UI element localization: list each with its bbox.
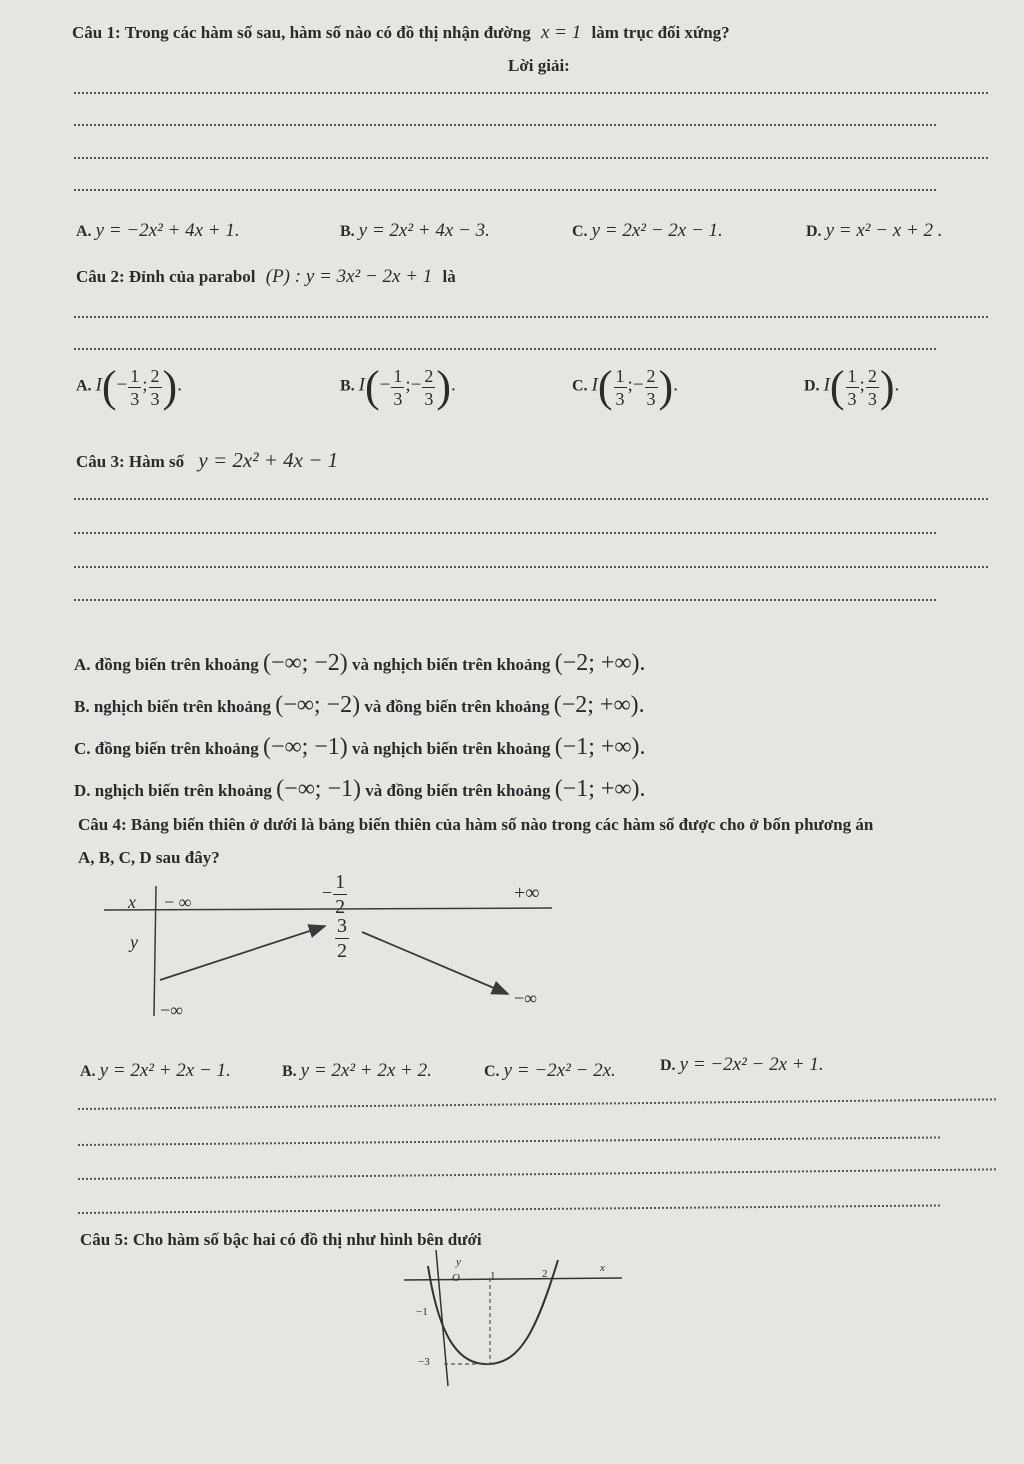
q1-option-c[interactable] — [572, 220, 723, 242]
q2-text: Đỉnh của parabol — [128, 267, 256, 286]
option-label: C. — [484, 1063, 500, 1080]
answer-line — [78, 1204, 940, 1214]
fraction: $\frac{1}{3}$ — [393, 365, 403, 409]
sign: − — [632, 374, 644, 396]
q2-equation: (P) : y = 3x² − 2x + 1 — [265, 266, 433, 287]
q3-option-a[interactable] — [74, 650, 646, 677]
q3-option-d[interactable] — [74, 776, 646, 803]
graph-x-tick: 2 — [542, 1268, 548, 1280]
fraction: $\frac{1}{3}$ — [847, 365, 857, 409]
option-label: A. — [74, 655, 91, 674]
option-expression: y = 2x² − 2x − 1. — [591, 220, 723, 241]
answer-line — [74, 532, 936, 534]
option-label: A. — [76, 377, 92, 395]
y-axis — [436, 1250, 448, 1386]
option-text: và đồng biến trên khoảng — [364, 697, 550, 716]
table-divider-v — [154, 886, 156, 1016]
option-label: B. — [282, 1063, 297, 1080]
q4-option-b[interactable] — [282, 1060, 432, 1082]
option-text: đồng biến trên khoảng — [94, 739, 259, 758]
q2-option-c[interactable]: C. I( $\frac{1}{3}$ ;− $\frac{2}{3}$ ). — [572, 362, 678, 411]
q4-question — [78, 815, 873, 835]
q3-title: Câu 3: — [76, 452, 125, 471]
q1-text: Trong các hàm số sau, hàm số nào có đồ thị nhận đường — [124, 23, 531, 42]
table-x-critical: − $\frac{1}{2}$ — [322, 871, 346, 918]
q1-option-a[interactable] — [76, 220, 240, 242]
graph-y-tick: −1 — [416, 1306, 428, 1318]
q1-equation: x = 1 — [540, 22, 582, 43]
option-expression: y = 2x² + 2x − 1. — [99, 1060, 231, 1081]
option-text: và đồng biến trên khoảng — [365, 781, 551, 800]
q4-text-line2: A, B, C, D sau đây? — [78, 848, 220, 867]
sign: − — [116, 374, 128, 396]
q3-equation: y = 2x² + 4x − 1 — [198, 448, 339, 472]
q4-option-d[interactable] — [660, 1054, 824, 1076]
answer-line — [74, 316, 988, 318]
table-y-left: −∞ — [160, 1000, 183, 1020]
option-label: D. — [806, 223, 822, 240]
option-text: và nghịch biến trên khoảng — [352, 739, 551, 758]
table-y-right: −∞ — [514, 988, 537, 1008]
option-interval: (−∞; −2) — [275, 692, 361, 718]
option-expression: y = x² − x + 2 . — [825, 220, 943, 241]
option-label: C. — [572, 223, 588, 240]
parabola-graph — [370, 1248, 630, 1388]
option-label: C. — [74, 739, 91, 758]
option-label: B. — [74, 697, 90, 716]
q2-title: Câu 2: — [76, 267, 125, 286]
table-y-label: y — [130, 932, 138, 952]
option-text: và nghịch biến trên khoảng — [352, 655, 551, 674]
graph-origin: O — [452, 1272, 460, 1284]
table-y-max: $\frac{3}{2}$ — [337, 915, 347, 962]
fraction: $\frac{2}{3}$ — [424, 365, 434, 409]
q2-option-d[interactable]: D. I( $\frac{1}{3}$ ; $\frac{2}{3}$ ). — [804, 362, 900, 411]
option-expression: y = 2x² + 2x + 2. — [300, 1060, 432, 1081]
answer-line — [74, 599, 936, 601]
option-expression: y = 2x² + 4x − 3. — [358, 220, 490, 241]
option-text: nghịch biến trên khoảng — [94, 781, 272, 800]
answer-line — [74, 189, 936, 191]
fraction: $\frac{2}{3}$ — [150, 365, 160, 409]
option-interval: (−∞; −2) — [262, 650, 348, 676]
table-x-label: x — [128, 892, 136, 912]
option-label: C. — [572, 377, 588, 395]
q3-option-b[interactable] — [74, 692, 645, 719]
answer-line — [78, 1136, 940, 1146]
option-interval: (−1; +∞). — [554, 734, 646, 760]
q4-option-a[interactable] — [80, 1060, 231, 1082]
q2-option-a[interactable]: A. I(− $\frac{1}{3}$ ; $\frac{2}{3}$ ). — [76, 362, 182, 411]
point-name: I — [823, 374, 830, 396]
option-interval: (−2; +∞). — [554, 650, 646, 676]
graph-y-label: y — [456, 1256, 461, 1268]
option-label: B. — [340, 223, 355, 240]
option-interval: (−∞; −1) — [262, 734, 348, 760]
answer-line — [78, 1098, 996, 1110]
answer-line — [78, 1168, 996, 1180]
graph-x-tick: 1 — [490, 1270, 496, 1282]
option-interval: (−2; +∞). — [553, 692, 645, 718]
fraction: $\frac{2}{3}$ — [867, 365, 877, 409]
option-text: nghịch biến trên khoảng — [93, 697, 271, 716]
q1-option-b[interactable] — [340, 220, 490, 242]
q4-option-c[interactable] — [484, 1060, 616, 1082]
sign: − — [379, 374, 391, 396]
q3-question — [76, 448, 338, 473]
point-name: I — [95, 374, 102, 396]
graph-x-label: x — [600, 1262, 605, 1274]
option-label: D. — [804, 377, 820, 395]
q5-question — [80, 1230, 482, 1250]
q1-title: Câu 1: — [72, 23, 121, 42]
option-label: D. — [660, 1057, 676, 1074]
graph-y-tick: −3 — [418, 1356, 430, 1368]
answer-line — [74, 92, 988, 94]
option-expression: y = −2x² + 4x + 1. — [95, 220, 240, 241]
solution-label: Lời giải: — [508, 56, 570, 75]
answer-line — [74, 124, 936, 126]
option-label: A. — [80, 1063, 96, 1080]
option-expression: y = −2x² − 2x + 1. — [679, 1054, 824, 1075]
decrease-arrow — [362, 932, 508, 994]
sign: − — [410, 374, 422, 396]
answer-line — [74, 348, 936, 350]
point-name: I — [358, 374, 365, 396]
q2-question — [76, 266, 456, 288]
point-name: I — [591, 374, 598, 396]
fraction: $\frac{1}{3}$ — [130, 365, 140, 409]
answer-line — [74, 157, 988, 159]
option-text: đồng biến trên khoảng — [94, 655, 259, 674]
q2-text2: là — [442, 267, 456, 286]
fraction: $\frac{1}{3}$ — [615, 365, 625, 409]
table-x-left: − ∞ — [164, 892, 192, 912]
q1-text2: làm trục đối xứng? — [591, 23, 730, 42]
q3-text: Hàm số — [128, 452, 185, 471]
answer-line — [74, 498, 988, 500]
q4-text: Bảng biến thiên ở dưới là bảng biến thiên của hàm số nào trong các hàm số được cho ở bốn phương án — [130, 815, 874, 834]
q1-option-d[interactable] — [806, 220, 943, 242]
option-label: B. — [340, 377, 355, 395]
increase-arrow — [160, 926, 325, 980]
q2-option-b[interactable]: B. I(− $\frac{1}{3}$ ;− $\frac{2}{3}$ ). — [340, 362, 456, 411]
option-label: D. — [74, 781, 91, 800]
table-x-right: +∞ — [514, 882, 540, 904]
x-axis — [404, 1278, 622, 1280]
q1-question — [72, 22, 730, 44]
q5-text: Cho hàm số bậc hai có đồ thị như hình bên dưới — [132, 1230, 482, 1249]
q4-title: Câu 4: — [78, 815, 127, 834]
option-interval: (−1; +∞). — [554, 776, 646, 802]
option-expression: y = −2x² − 2x. — [503, 1060, 616, 1081]
option-label: A. — [76, 223, 92, 240]
fraction: $\frac{2}{3}$ — [646, 365, 656, 409]
option-interval: (−∞; −1) — [276, 776, 362, 802]
q5-title: Câu 5: — [80, 1230, 129, 1249]
answer-line — [74, 566, 988, 568]
q3-option-c[interactable] — [74, 734, 646, 761]
